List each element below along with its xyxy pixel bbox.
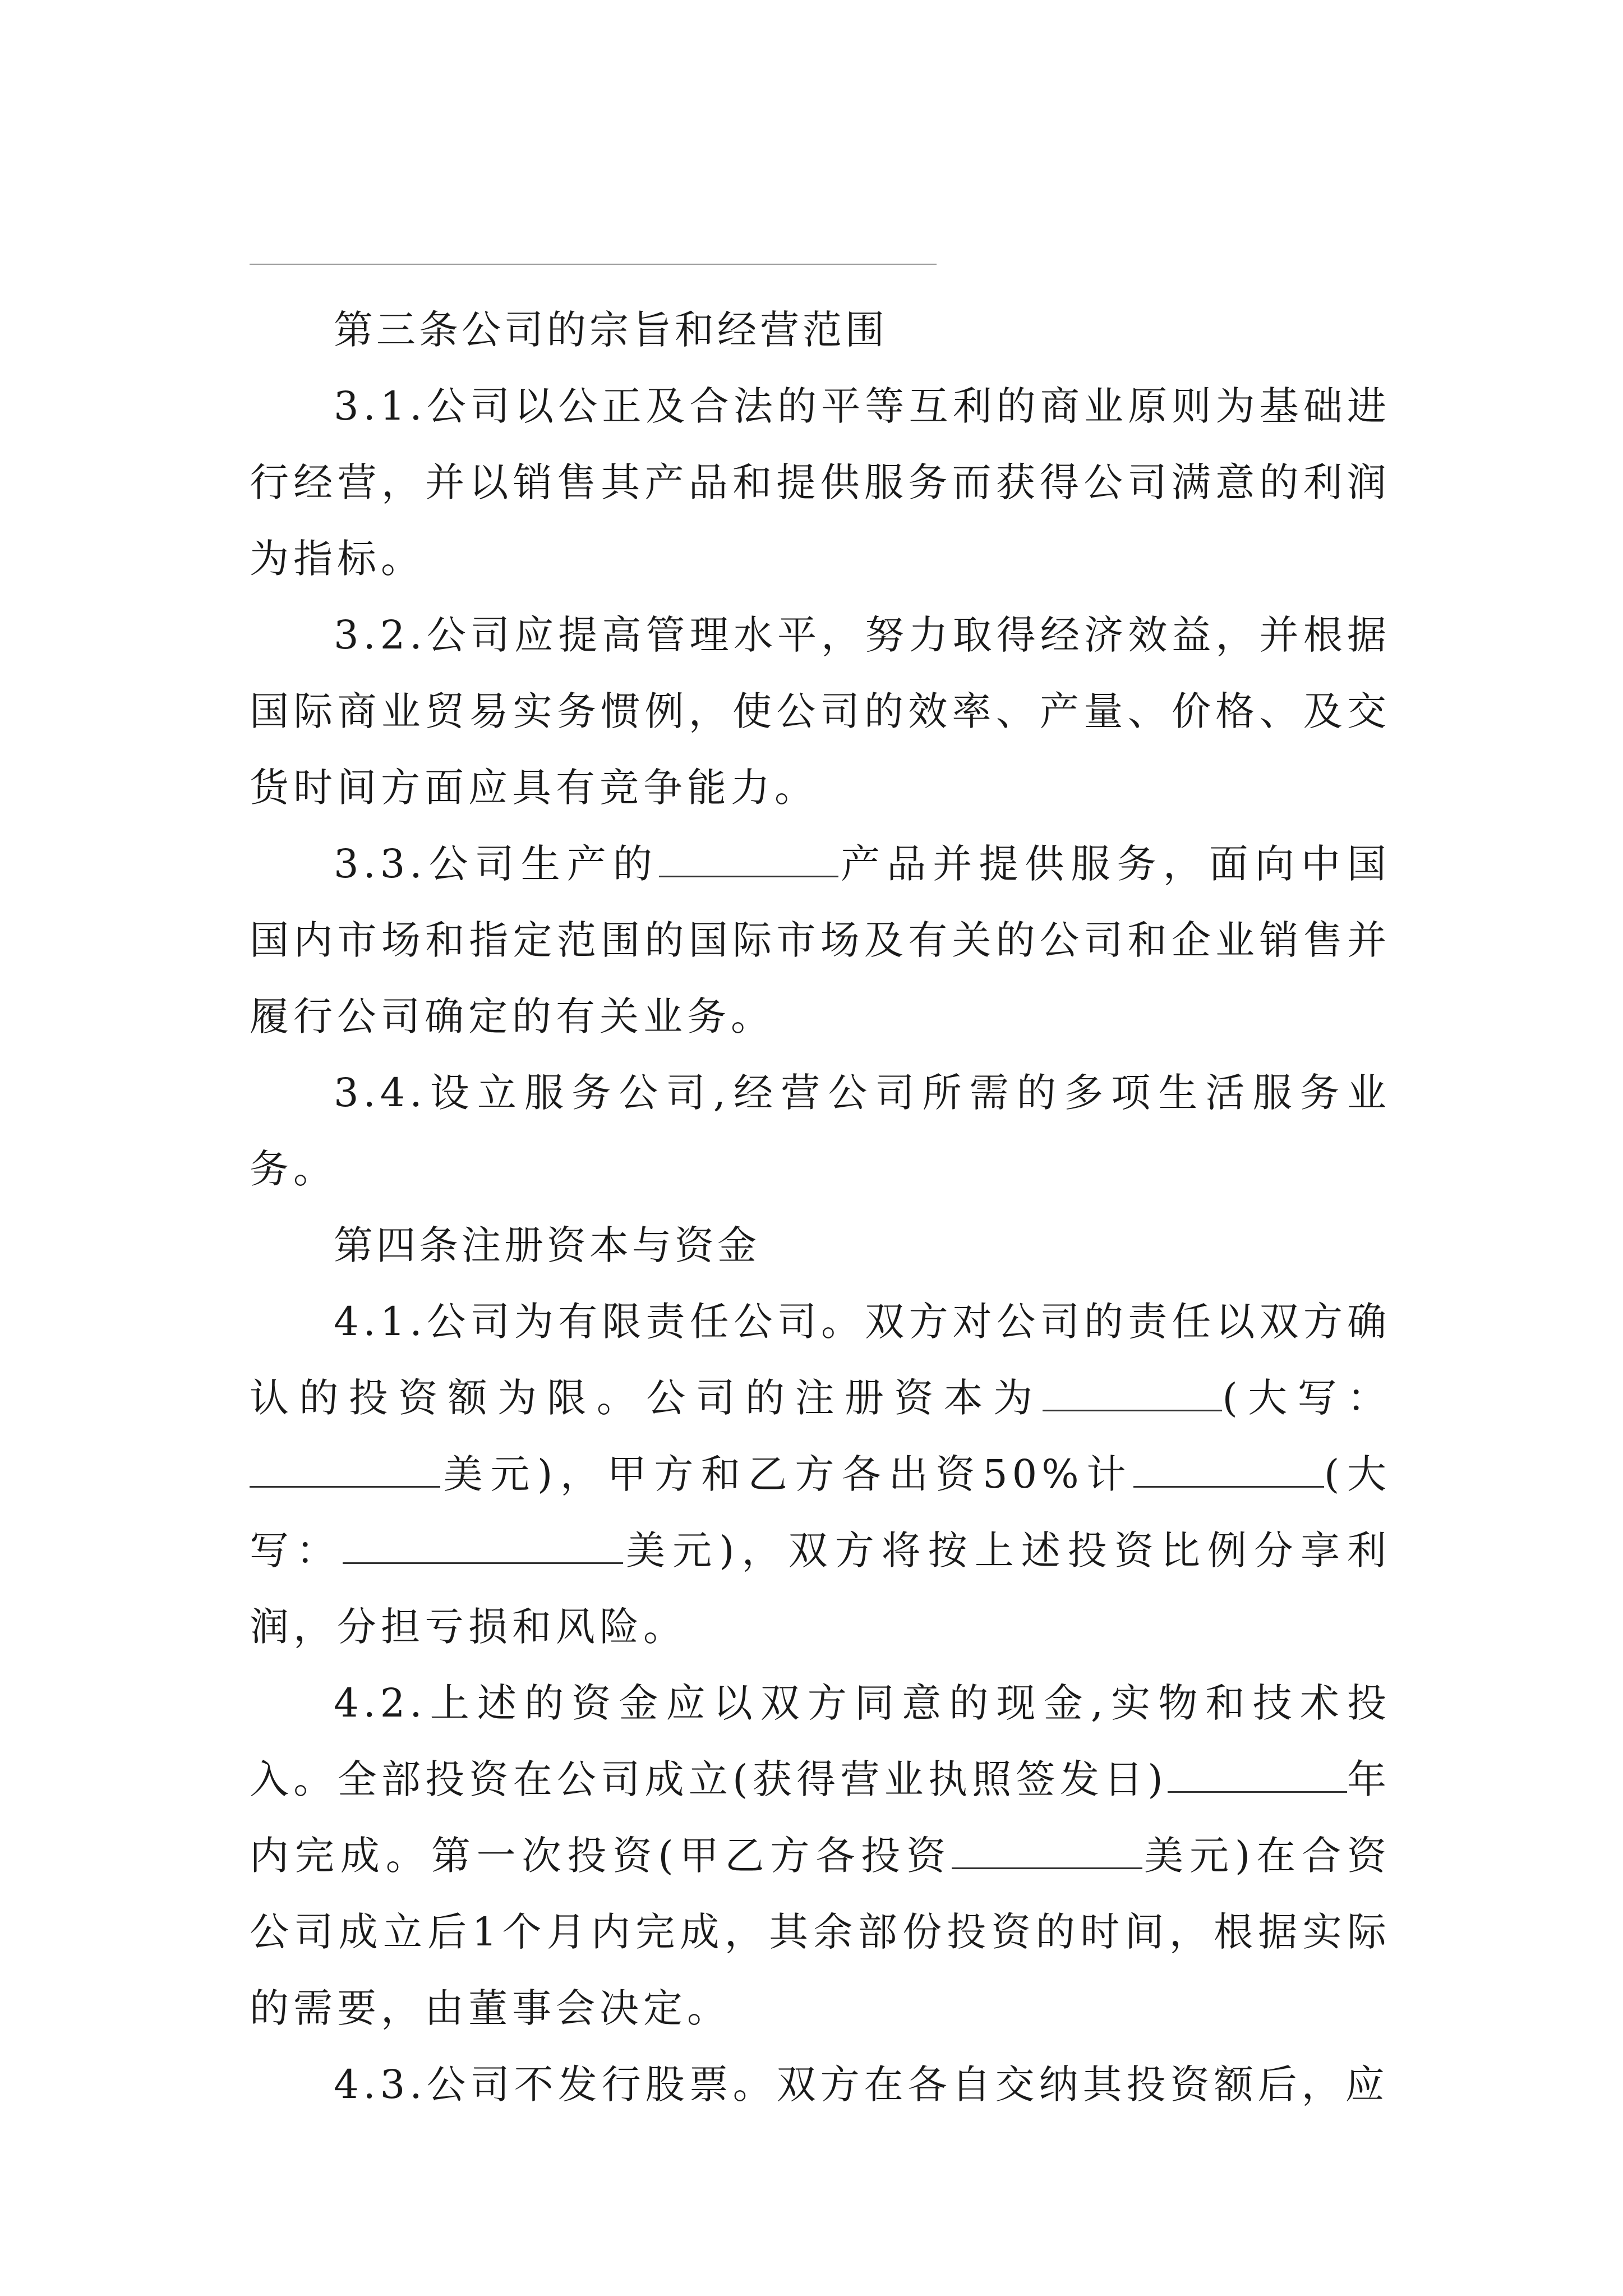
clause-4-2	[250, 1665, 1391, 2046]
contribution-words-blank	[343, 1529, 623, 1564]
article-3-heading: 第三条公司的宗旨和经营范围	[334, 307, 888, 353]
clause-4-2-text-c: 美元)在合资公司成立后1个月内完成，其余部份投资的时间，根据实际的需要，由董事会决定。	[250, 1833, 1391, 2031]
clause-4-1	[250, 1283, 1391, 1665]
clause-4-1-text-b: (大写：	[1222, 1375, 1391, 1421]
contribution-blank	[1133, 1452, 1324, 1488]
clause-3-3	[250, 826, 1391, 1055]
clause-3-2: 3.2.公司应提高管理水平，努力取得经济效益，并根据国际商业贸易实务惯例，使公司的效率、产量、价格、及交货时间方面应具有竞争能力。	[250, 612, 1391, 811]
clause-4-1-text-c: 美元)，甲方和乙方各出资50%计	[440, 1451, 1134, 1497]
registered-capital-words-blank	[250, 1452, 440, 1488]
product-blank	[659, 842, 838, 877]
document-body	[250, 292, 1391, 2123]
clause-4-2-text-b: 年内完成。第一次投资(甲乙方各投资	[250, 1756, 1391, 1879]
clause-4-1-text-a: 4.1.公司为有限责任公司。双方对公司的责任以双方确认的投资额为限。公司的注册资本为	[250, 1299, 1391, 1421]
clause-4-3: 4.3.公司不发行股票。双方在各自交纳其投资额后，应	[334, 2062, 1389, 2108]
header-rule	[250, 264, 937, 265]
years-blank	[1168, 1757, 1347, 1793]
clause-3-4: 3.4.设立服务公司,经营公司所需的多项生活服务业务。	[250, 1070, 1391, 1192]
registered-capital-blank	[1043, 1376, 1222, 1411]
clause-4-1-text-d: (大写：	[250, 1451, 1391, 1573]
clause-3-3-text-b: 产品并提供服务，面向中国国内市场和指定范围的国际市场及有关的公司和企业销售并履行公司确定的有关业务。	[250, 841, 1391, 1039]
clause-3-3-text-a: 3.3.公司生产的	[334, 841, 660, 887]
first-investment-blank	[952, 1834, 1142, 1869]
clause-4-2-text-a: 4.2.上述的资金应以双方同意的现金,实物和技术投入。全部投资在公司成立(获得营业执照签发日)	[250, 1680, 1391, 1802]
clause-3-1: 3.1.公司以公正及合法的平等互利的商业原则为基础进行经营，并以销售其产品和提供服务而获得公司满意的利润为指标。	[250, 383, 1391, 582]
clause-4-1-text-e: 美元)，双方将按上述投资比例分享利润，分担亏损和风险。	[250, 1527, 1391, 1650]
article-4-heading: 第四条注册资本与资金	[334, 1222, 760, 1268]
